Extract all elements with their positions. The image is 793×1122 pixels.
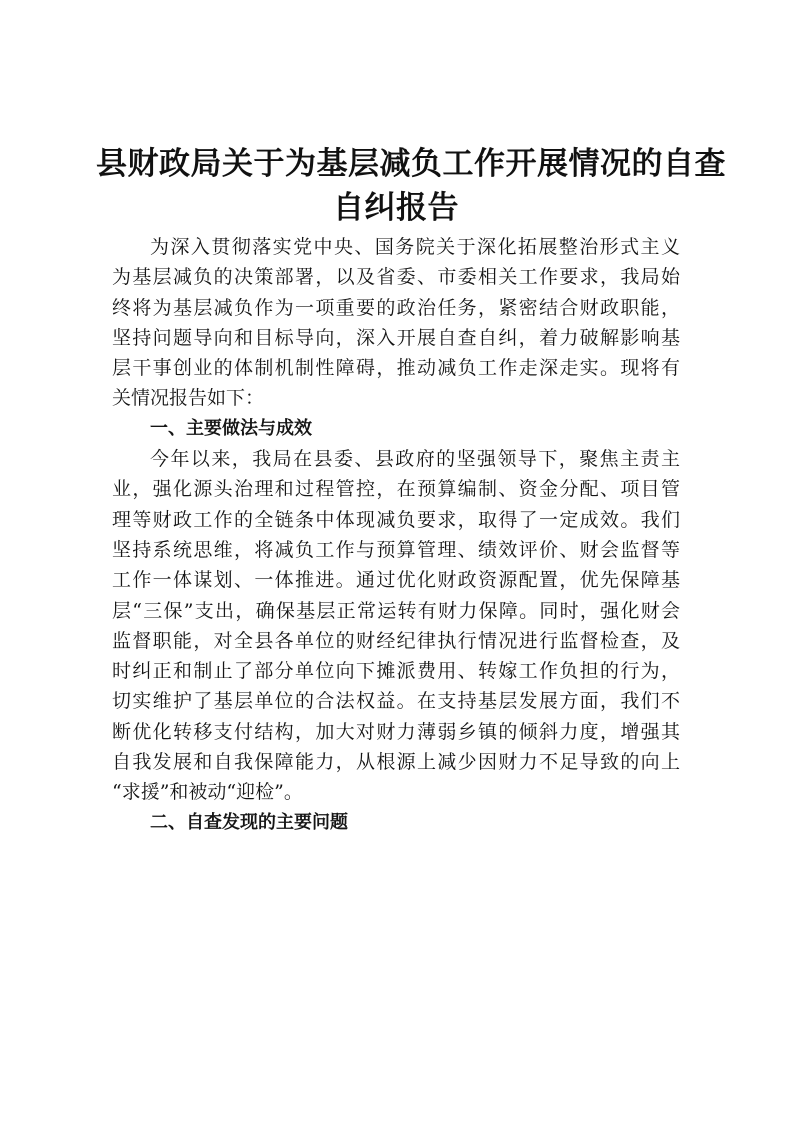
paragraph-line: 层干事创业的体制机制性障碍，推动减负工作走深走实。现将有 xyxy=(112,357,680,380)
paragraph-line: 层“三保”支出，确保基层正常运转有财力保障。同时，强化财会 xyxy=(112,599,680,622)
paragraph-intro xyxy=(112,232,680,414)
section-heading-2: 二、自查发现的主要问题 xyxy=(150,811,348,833)
paragraph-line: “求援”和被动“迎检”。 xyxy=(112,781,303,804)
paragraph-line: 业，强化源头治理和过程管控，在预算编制、资金分配、项目管 xyxy=(112,478,680,501)
document-body xyxy=(112,232,680,838)
paragraph-line: 今年以来，我局在县委、县政府的坚强领导下，聚焦主责主 xyxy=(150,448,680,471)
paragraph-line: 理等财政工作的全链条中体现减负要求，取得了一定成效。我们 xyxy=(112,508,680,531)
title-line-1: 县财政局关于为基层减负工作开展情况的自查 xyxy=(96,146,726,182)
paragraph-line: 坚持系统思维，将减负工作与预算管理、绩效评价、财会监督等 xyxy=(112,538,680,561)
paragraph-line: 工作一体谋划、一体推进。通过优化财政资源配置，优先保障基 xyxy=(112,569,680,592)
section-heading-1: 一、主要做法与成效 xyxy=(150,417,312,439)
paragraph-line: 终将为基层减负作为一项重要的政治任务，紧密结合财政职能， xyxy=(112,296,680,319)
paragraph-line: 关情况报告如下： xyxy=(112,387,265,410)
paragraph-line: 为基层减负的决策部署，以及省委、市委相关工作要求，我局始 xyxy=(112,266,680,289)
paragraph-line: 为深入贯彻落实党中央、国务院关于深化拓展整治形式主义 xyxy=(150,236,680,258)
paragraph-line: 自我发展和自我保障能力，从根源上减少因财力不足导致的向上 xyxy=(112,751,680,774)
paragraph-line: 切实维护了基层单位的合法权益。在支持基层发展方面，我们不 xyxy=(112,690,680,713)
title-line-2: 自纠报告 xyxy=(333,190,459,226)
paragraph-measures xyxy=(112,444,680,808)
paragraph-line: 断优化转移支付结构，加大对财力薄弱乡镇的倾斜力度，增强其 xyxy=(112,720,680,743)
paragraph-line: 时纠正和制止了部分单位向下摊派费用、转嫁工作负担的行为， xyxy=(112,660,680,683)
document-title xyxy=(96,142,726,230)
paragraph-line: 坚持问题导向和目标导向，深入开展自查自纠，着力破解影响基 xyxy=(112,326,680,349)
paragraph-line: 监督职能，对全县各单位的财经纪律执行情况进行监督检查，及 xyxy=(112,629,680,652)
